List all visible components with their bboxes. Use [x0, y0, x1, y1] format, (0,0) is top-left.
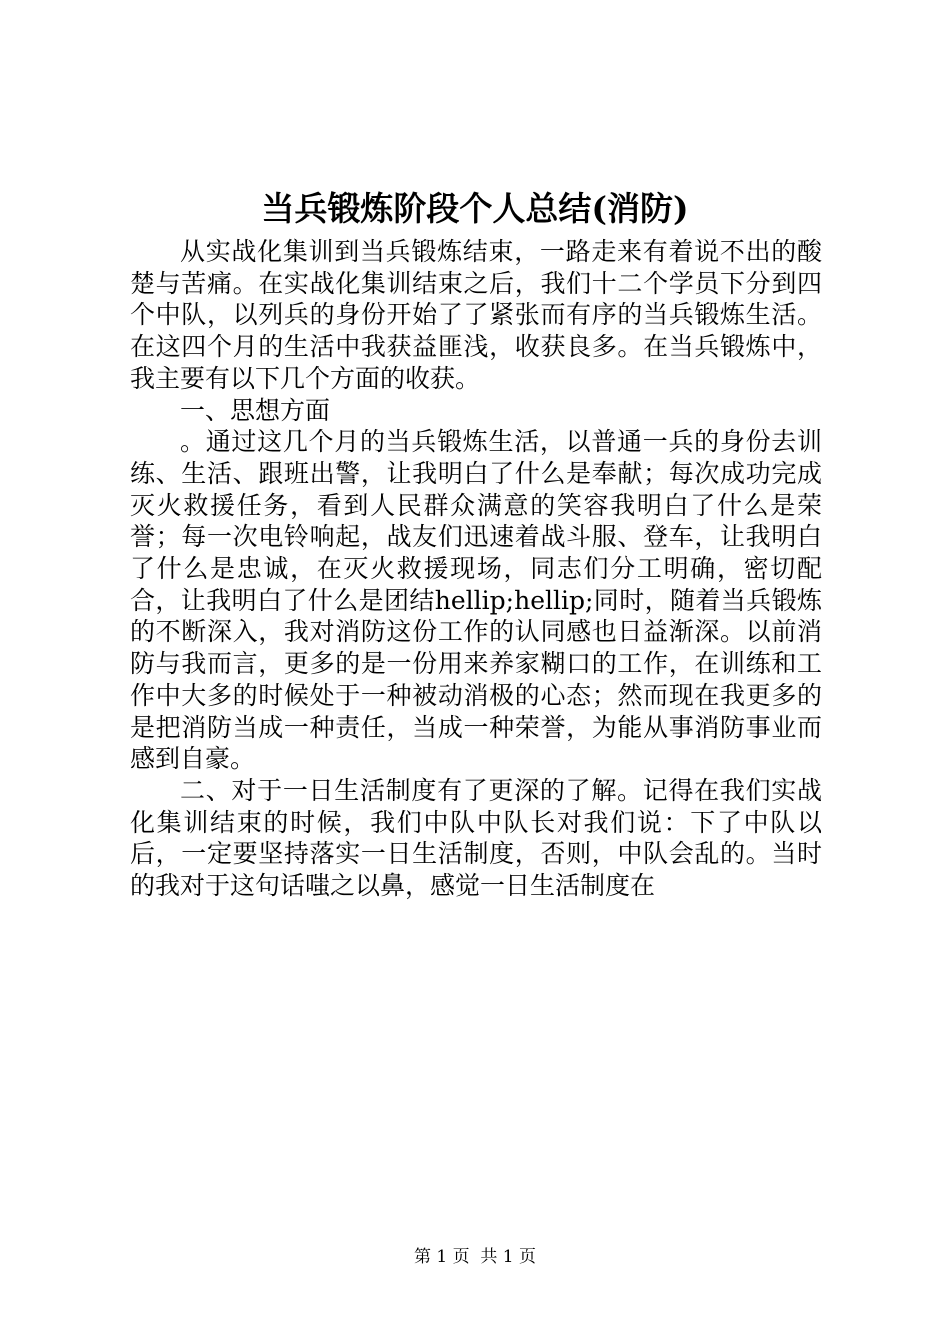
document-title: 当兵锻炼阶段个人总结(消防): [261, 189, 689, 228]
page-footer: [0, 1245, 950, 1269]
document-body: [130, 236, 822, 902]
section-heading-thought: 一、思想方面: [180, 395, 331, 425]
paragraph-thought: 。通过这几个月的当兵锻炼生活，以普通一兵的身份去训练、生活、跟班出警，让我明白了什么是奉献；每次成功完成灭火救援任务，看到人民群众满意的笑容我明白了什么是荣誉；每一次电铃响起，战友们迅速着战斗服、登车，让我明白了什么是忠诚，在灭火救援现场，同志们分工明确，密切配合，让我明白了什么是团结hellip;hellip;同时，随着当兵锻炼的不断深入，我对消防这份工作的认同感也日益渐深。以前消防与我而言，更多的是一份用来养家糊口的工作，在训练和工作中大多的时候处于一种被动消极的心态；然而现在我更多的是把消防当成一种责任，当成一种荣誉，为能从事消防事业而感到自豪。: [130, 427, 822, 774]
paragraph-intro: 从实战化集训到当兵锻炼结束，一路走来有着说不出的酸楚与苦痛。在实战化集训结束之后，我们十二个学员下分到四个中队，以列兵的身份开始了了紧张而有序的当兵锻炼生活。在这四个月的生活中我获益匪浅，收获良多。在当兵锻炼中，我主要有以下几个方面的收获。: [130, 237, 822, 393]
paragraph-daily-routine: 二、对于一日生活制度有了更深的了解。记得在我们实战化集训结束的时候，我们中队中队长对我们说：下了中队以后，一定要坚持落实一日生活制度，否则，中队会乱的。当时的我对于这句话嗤之以鼻，感觉一日生活制度在: [130, 775, 822, 901]
page-number-label: 第 1 页 共 1 页: [413, 1247, 537, 1267]
